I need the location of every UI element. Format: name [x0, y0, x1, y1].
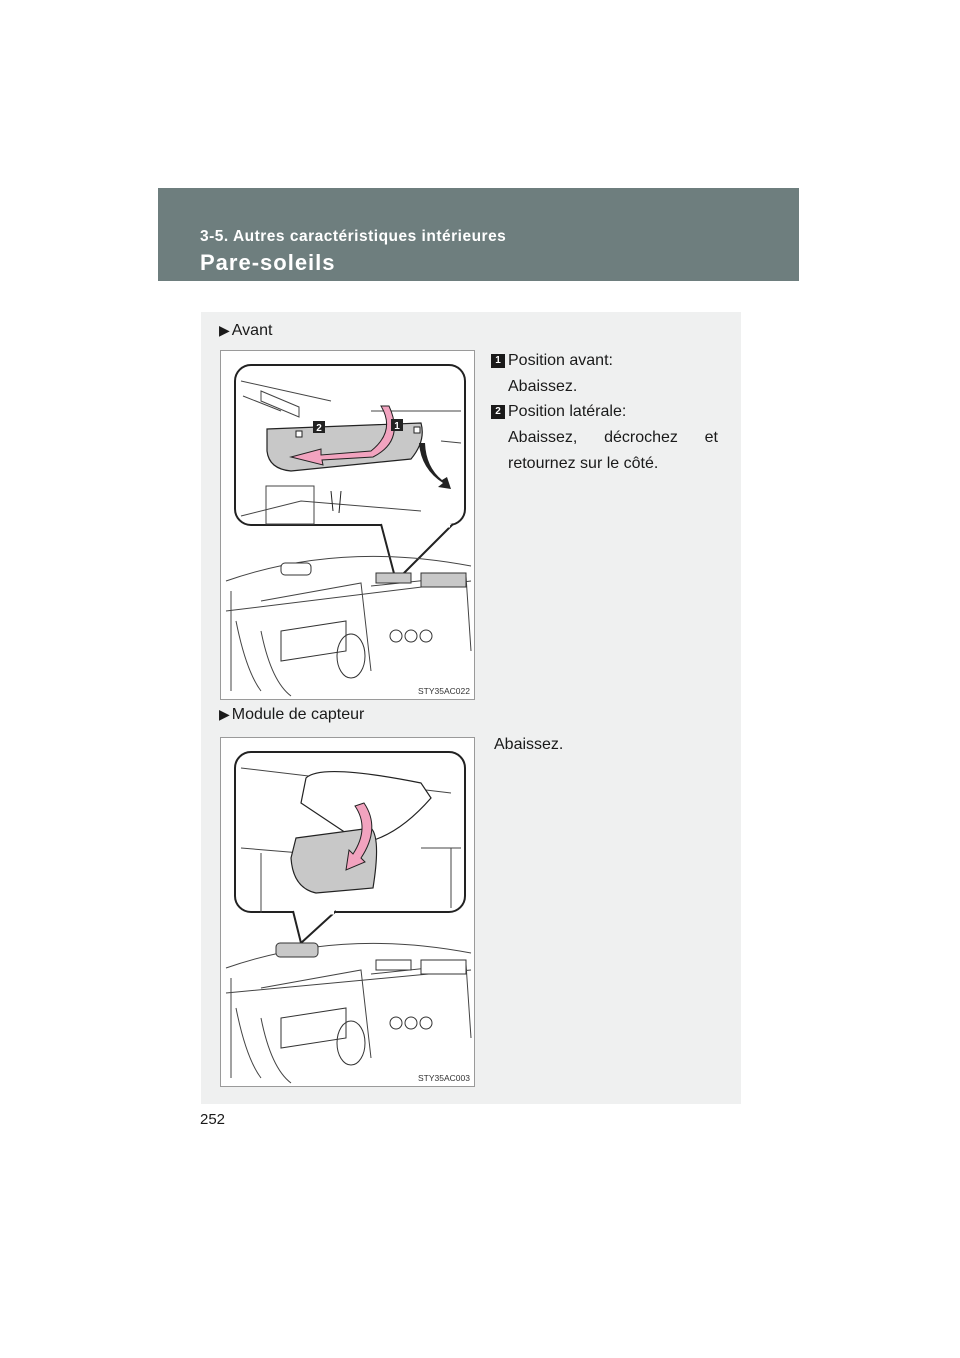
step-1-label: Position avant: [508, 352, 613, 369]
sensor-figure-code: STY35AC003 [418, 1073, 470, 1083]
front-figure-code: STY35AC022 [418, 686, 470, 696]
front-visor-illustration [221, 351, 474, 699]
step-2-description: Abaissez, décrochez et retournez sur le côté. [508, 429, 718, 472]
page-number: 252 [200, 1111, 226, 1128]
sensor-visor-figure [220, 737, 475, 1087]
step-2-number: 2 [491, 405, 505, 419]
sensor-visor-illustration [221, 738, 474, 1086]
step-2 [491, 399, 718, 477]
step-1-number: 1 [491, 354, 505, 368]
triangle-bullet-icon: ▶ [219, 322, 230, 338]
triangle-bullet-icon: ▶ [219, 706, 230, 722]
sensor-heading-label: Module de capteur [231, 706, 365, 723]
sensor-instruction: Abaissez. [494, 736, 564, 753]
step-1 [491, 348, 718, 400]
page-title: Pare-soleils [200, 250, 336, 275]
sensor-heading [219, 706, 364, 724]
front-heading-label: Avant [231, 322, 273, 339]
section-label: 3-5. Autres caractéristiques intérieures [200, 228, 507, 245]
callout-2: 2 [316, 423, 322, 434]
callout-1: 1 [394, 421, 400, 432]
front-visor-figure [220, 350, 475, 700]
front-heading [219, 322, 272, 340]
step-1-description: Abaissez. [508, 378, 578, 395]
step-2-label: Position latérale: [508, 403, 627, 420]
